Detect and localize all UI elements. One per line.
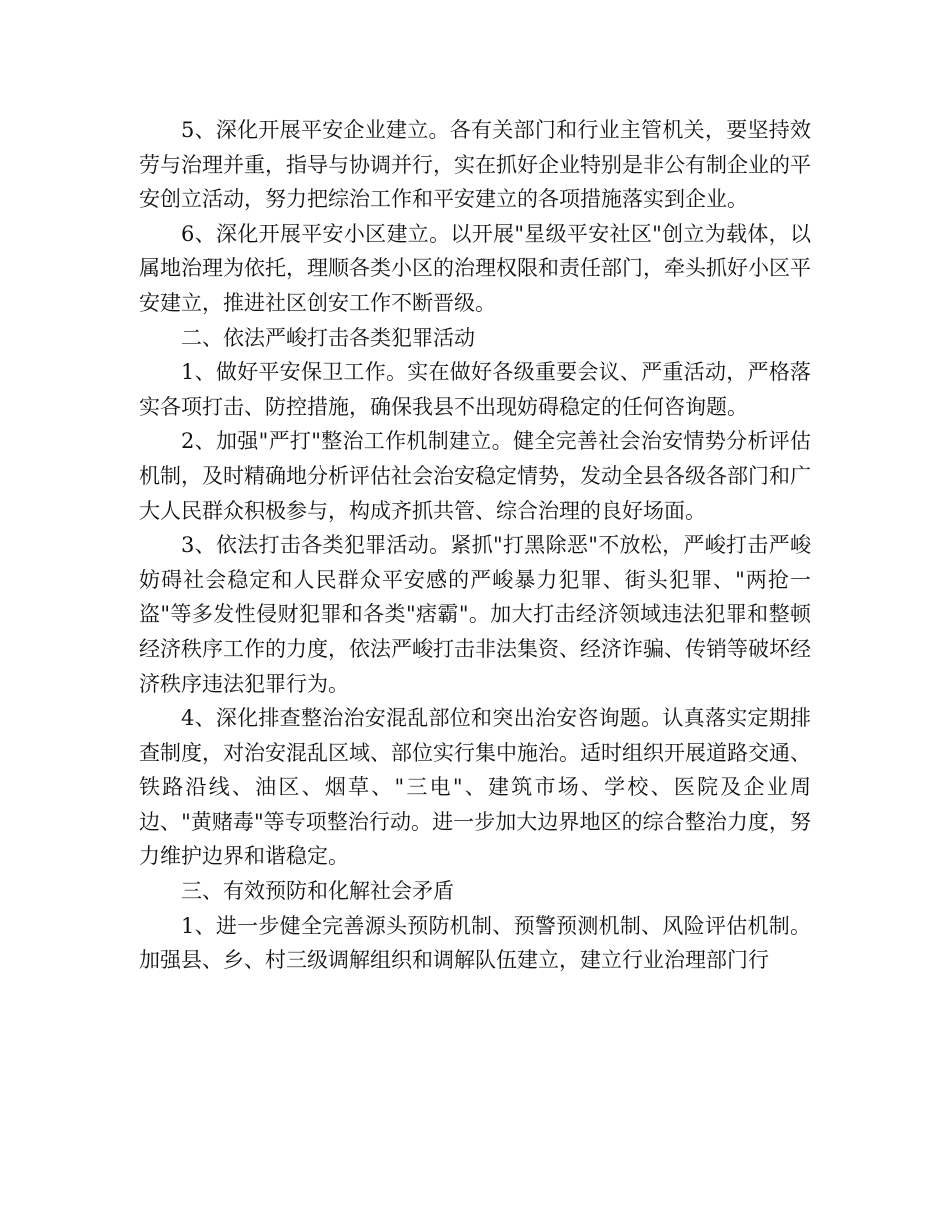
section-heading: 三、有效预防和化解社会矛盾 [181, 879, 454, 904]
paragraph: 1、进一步健全完善源头预防机制、预警预测机制、风险评估机制。加强县、乡、村三级调解组织和调解队伍建立，建立行业治理部门行 [139, 913, 811, 973]
document-body [139, 113, 811, 978]
paragraph: 1、做好平安保卫工作。实在做好各级重要会议、严重活动，严格落实各项打击、防控措施，确保我县不出现妨碍稳定的任何咨询题。 [139, 360, 811, 419]
paragraph: 6、深化开展平安小区建立。以开展"星级平安社区"创立为载体，以属地治理为依托，理顺各类小区的治理权限和责任部门，牵头抓好小区平安建立，推进社区创安工作不断晋级。 [139, 221, 811, 315]
paragraph: 2、加强"严打"整治工作机制建立。健全完善社会治安情势分析评估机制，及时精确地分析评估社会治安稳定情势，发动全县各级各部门和广大人民群众积极参与，构成齐抓共管、综合治理的良好场面。 [139, 429, 811, 523]
paragraph: 4、深化排查整治治安混乱部位和突出治安咨询题。认真落实定期排查制度，对治安混乱区域、部位实行集中施治。适时组织开展道路交通、铁路沿线、油区、烟草、"三电"、建筑市场、学校、医院及企业周边、"黄赌毒"等专项整治行动。进一步加大边界地区的综合整治力度，努力维护边界和谐稳定。 [139, 706, 811, 869]
section-heading: 二、依法严峻打击各类犯罪活动 [181, 325, 475, 350]
paragraph: 5、深化开展平安企业建立。各有关部门和行业主管机关，要坚持效劳与治理并重，指导与协调并行，实在抓好企业特别是非公有制企业的平安创立活动，努力把综治工作和平安建立的各项措施落实到企业。 [139, 118, 811, 212]
paragraph: 3、依法打击各类犯罪活动。紧抓"打黑除恶"不放松，严峻打击严峻妨碍社会稳定和人民群众平安感的严峻暴力犯罪、街头犯罪、"两抢一盗"等多发性侵财犯罪和各类"痞霸"。加大打击经济领域违法犯罪和整顿经济秩序工作的力度，依法严峻打击非法集资、经济诈骗、传销等破坏经济秩序违法犯罪行为。 [139, 533, 811, 696]
